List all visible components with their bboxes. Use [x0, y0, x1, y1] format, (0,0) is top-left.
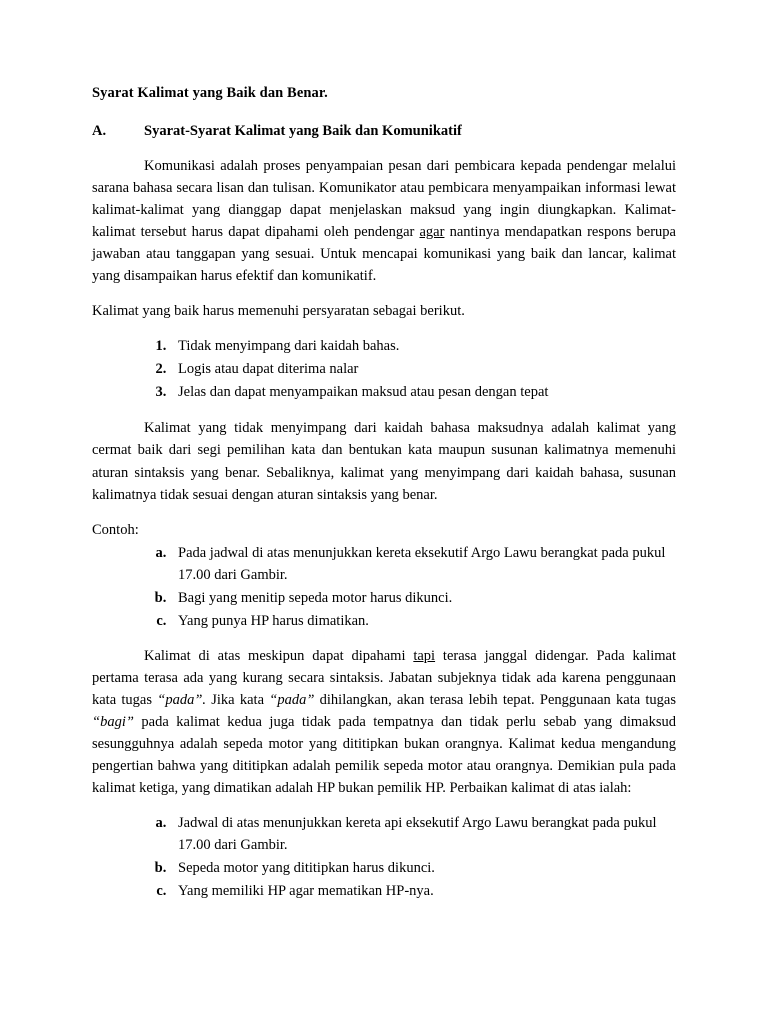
analisis-part2: terasa janggal didengar. Pada kalimat pertama terasa ada yang kurang secara sintaksis. Jabatan subjeknya tidak ada karena penggunaan kata tugas — [92, 647, 676, 708]
paragraph-persyaratan: Kalimat yang baik harus memenuhi persyaratan sebagai berikut. — [92, 303, 465, 320]
paragraph-komunikasi-part1: Komunikasi adalah proses penyampaian pesan dari pembicara kepada pendengar melalui sarana bahasa secara lisan dan tulisan. Komunikator atau pembicara menyampaikan informasi lewat kalimat-kalimat yang dianggap dapat menjelaskan maksud yang ingin diungkapkan. Kalimat-kalimat tersebut harus dapat dipahami oleh pendengar — [92, 158, 676, 241]
analisis-part3: Jika kata — [206, 691, 270, 708]
analisis-quote-bagi: “bagi” — [92, 713, 134, 730]
paragraph-komunikasi-underlined: agar — [419, 224, 445, 241]
list-item: c. Yang memiliki HP agar mematikan HP-nya. — [170, 880, 676, 902]
section-title: Syarat-Syarat Kalimat yang Baik dan Komunikatif — [144, 122, 462, 139]
examples-label: Contoh: — [92, 521, 139, 538]
list-item: 2. Logis atau dapat diterima nalar — [170, 358, 676, 380]
list-item: 1. Tidak menyimpang dari kaidah bahas. — [170, 335, 676, 357]
analisis-underlined-tapi: tapi — [413, 647, 436, 664]
list-item: c. Yang punya HP harus dimatikan. — [170, 610, 676, 632]
section-heading — [92, 122, 676, 142]
page-title: Syarat Kalimat yang Baik dan Benar. — [92, 85, 328, 101]
section-letter: A. — [92, 122, 107, 139]
paragraph-komunikasi — [92, 155, 676, 287]
list-item: a. Pada jadwal di atas menunjukkan kereta eksekutif Argo Lawu berangkat pada pukul 17.00 dari Gambir. — [170, 542, 676, 586]
analisis-quote-pada-1: “pada”. — [157, 691, 207, 708]
list-item: 3. Jelas dan dapat menyampaikan maksud atau pesan dengan tepat — [170, 381, 676, 403]
analisis-quote-pada-2: “pada” — [269, 691, 315, 708]
paragraph-kaidah-bahasa: Kalimat yang tidak menyimpang dari kaidah bahasa maksudnya adalah kalimat yang cermat baik dari segi pemilihan kata dan bentukan kata maupun susunan kalimatnya memenuhi aturan sintaksis yang benar. Sebaliknya, kalimat yang menyimpang dari kaidah bahasa, susunan kalimatnya tidak sesuai dengan aturan sintaksis yang benar. — [92, 420, 676, 503]
paragraph-komunikasi-part2: nantinya mendapatkan respons berupa jawaban atau tanggapan yang sesuai. Untuk mencapai komunikasi yang baik dan lancar, kalimat yang disampaikan harus efektif dan komunikatif. — [92, 224, 676, 285]
corrections-list — [92, 812, 676, 902]
paragraph-analisis — [92, 645, 676, 799]
analisis-part5: pada kalimat kedua juga tidak pada tempatnya dan tidak perlu sebab yang dimaksud sesungguhnya adalah sepeda motor yang dititipkan bukan orangnya. Kalimat kedua mengandung pengertian bahwa yang dititipkan adalah pemilik sepeda motor atau orangnya. Demikian pula pada kalimat ketiga, yang dimatikan adalah HP bukan pemilik HP. Perbaikan kalimat di atas ialah: — [92, 713, 676, 796]
analisis-part1: Kalimat di atas meskipun dapat dipahami — [144, 647, 414, 664]
analisis-part4: dihilangkan, akan terasa lebih tepat. Penggunaan kata tugas — [314, 691, 677, 708]
numbered-requirements-list — [92, 335, 676, 403]
examples-list — [92, 542, 676, 632]
list-item: a. Jadwal di atas menunjukkan kereta api eksekutif Argo Lawu berangkat pada pukul 17.00 dari Gambir. — [170, 812, 676, 856]
list-item: b. Sepeda motor yang dititipkan harus dikunci. — [170, 857, 676, 879]
list-item: b. Bagi yang menitip sepeda motor harus dikunci. — [170, 587, 676, 609]
